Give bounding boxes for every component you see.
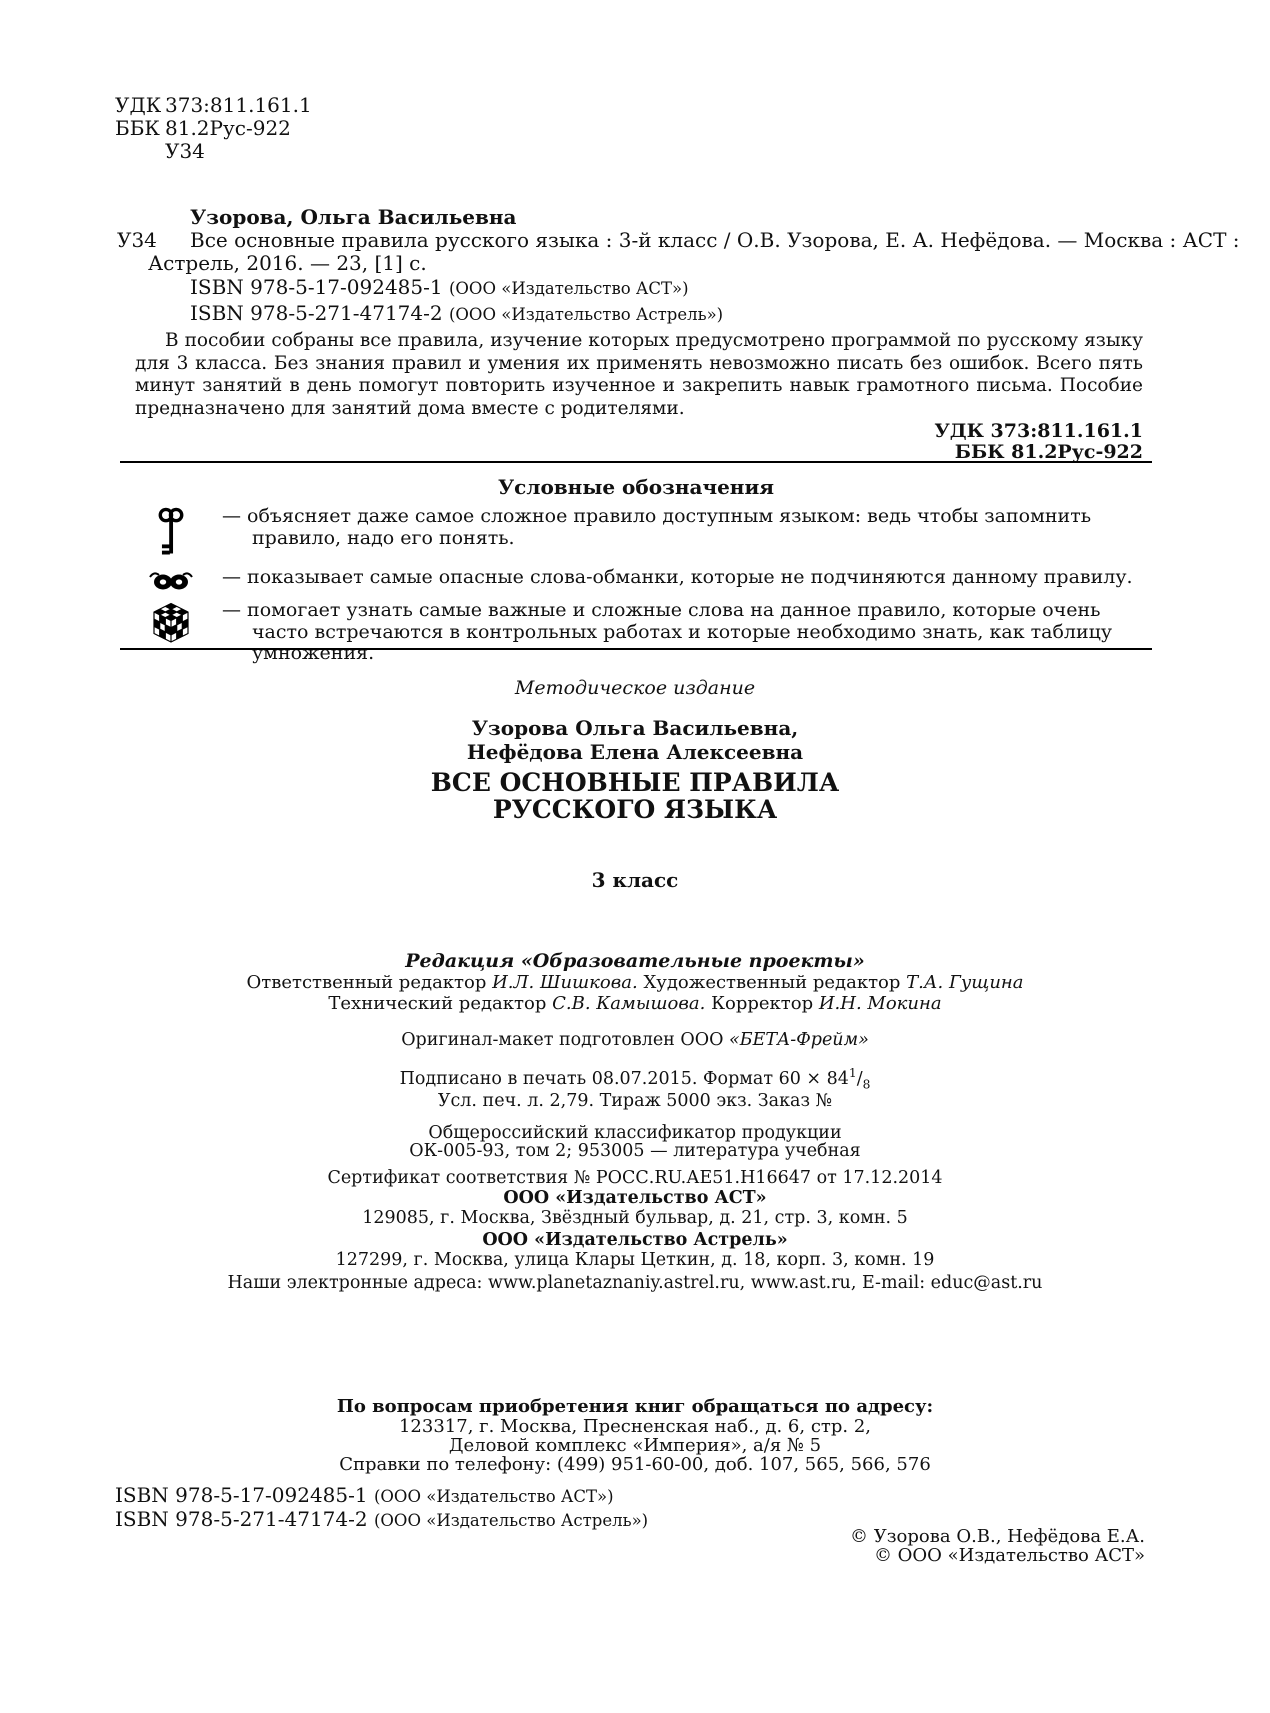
editor-role: Технический редактор — [328, 993, 547, 1014]
format-numerator: 1 — [848, 1066, 857, 1080]
annotation-udk: УДК 373:811.161.1 — [934, 420, 1143, 442]
editor-role: Ответственный редактор — [246, 972, 487, 993]
editors-line1 — [0, 972, 1270, 993]
edition-authors — [0, 716, 1270, 764]
colophon — [0, 950, 1270, 1293]
purchase-address-line2: Деловой комплекс «Империя», а/я № 5 — [448, 1435, 822, 1456]
key-icon — [156, 506, 186, 558]
editor-name: Т.А. Гущина — [906, 972, 1024, 993]
purchase-phone-line: Справки по телефону: (499) 951-60-00, доб. 107, 565, 566, 576 — [339, 1454, 931, 1475]
isbn-publisher: (ООО «Издательство АСТ») — [373, 1487, 614, 1506]
purchase-header: По вопросам приобретения книг обращаться по адресу: — [336, 1396, 934, 1417]
format-slash: / — [856, 1068, 863, 1089]
bbk-line — [115, 117, 312, 140]
legend-item-text: — показывает самые опасные слова-обманки, которые не подчиняются данному правилу. — [222, 566, 1133, 588]
annotation-bbk: ББК 81.2Рус-922 — [954, 441, 1143, 463]
edition-kind: Методическое издание — [514, 677, 756, 699]
layout-company: «БЕТА-Фрейм» — [729, 1030, 869, 1050]
legend-section — [120, 476, 1152, 665]
catalog-codes — [115, 94, 312, 163]
isbn-line — [115, 275, 1158, 301]
bib-author-header: Узорова, Ольга Васильевна — [190, 205, 517, 229]
publisher2-name: ООО «Издательство Астрель» — [482, 1230, 788, 1251]
edition-block — [0, 677, 1270, 892]
isbn-number: ISBN 978-5-17-092485-1 — [115, 1483, 368, 1507]
publisher2-address: 127299, г. Москва, улица Клары Цеткин, д. 18, корп. 3, комн. 19 — [335, 1250, 935, 1271]
editor-role: Художественный редактор — [643, 972, 901, 993]
classifier-line1: Общероссийский классификатор продукции — [428, 1123, 842, 1144]
isbn-number: ISBN 978-5-271-47174-2 — [115, 1507, 368, 1531]
print-line2: Усл. печ. л. 2,79. Тираж 5000 экз. Заказ № — [437, 1091, 833, 1112]
web-addresses-line: Наши электронные адреса: www.planetaznaniy.astrel.ru, www.ast.ru, E-mail: educ@ast.ru — [227, 1273, 1043, 1294]
isbn-number: ISBN 978-5-271-47174-2 — [190, 301, 443, 325]
bib-entry-line2: Астрель, 2016. — 23, [1] с. — [148, 251, 427, 275]
layout-prefix: Оригинал-макет подготовлен ООО — [401, 1030, 724, 1050]
bib-author-sign: У34 — [117, 228, 157, 252]
bib-entry-line1: Все основные правила русского языка : 3-й класс / О.В. Узорова, Е. А. Нефёдова. — Москва : АСТ : — [190, 228, 1240, 252]
rubiks-cube-icon — [151, 600, 191, 646]
purchase-info — [0, 1397, 1270, 1474]
bbk-value: 81.2Рус-922 — [165, 116, 291, 140]
book-title — [0, 769, 1270, 823]
udk-label: УДК — [115, 93, 162, 117]
bbk-label: ББК — [115, 116, 160, 140]
isbn-line — [115, 1508, 648, 1532]
format-denominator: 8 — [862, 1077, 871, 1092]
editor-name: И.Л. Шишкова. — [492, 972, 638, 993]
editor-name: С.В. Камышова. — [552, 993, 706, 1014]
legend-title: Условные обозначения — [497, 475, 775, 499]
divider-rule — [120, 648, 1152, 650]
annotation-text: В пособии собраны все правила, изучение которых предусмотрено программой по русскому языку для 3 класса. Без знания правил и умения их применять невозможно писать без ошибок. Всего пять минут занятий в день помогут повторить изученное и закрепить навык грамотного письма. Пособие предназначено для занятий дома вместе с родителями. — [135, 330, 1143, 419]
isbn-publisher: (ООО «Издательство Астрель») — [448, 305, 724, 324]
layout-line — [0, 1030, 1270, 1050]
purchase-address-line1: 123317, г. Москва, Пресненская наб., д. 6, стр. 2, — [398, 1416, 871, 1437]
redaction-line: Редакция «Образовательные проекты» — [405, 950, 865, 972]
footer-isbn-block — [115, 1484, 648, 1532]
legend-item-text: — объясняет даже самое сложное правило доступным языком: ведь чтобы запомнить правило, надо его понять. — [222, 505, 1092, 549]
edition-author1: Узорова Ольга Васильевна, — [471, 716, 799, 740]
udk-value: 373:811.161.1 — [165, 93, 312, 117]
editors-line2 — [0, 993, 1270, 1014]
author-sign: У34 — [165, 139, 205, 163]
editor-name: И.Н. Мокина — [818, 993, 942, 1014]
copyright-authors: © Узорова О.В., Нефёдова Е.А. — [849, 1526, 1145, 1547]
edition-author2: Нефёдова Елена Алексеевна — [466, 740, 804, 764]
bibliographic-entry — [115, 205, 1240, 327]
legend-item — [120, 567, 1152, 593]
book-title-line2: РУССКОГО ЯЗЫКА — [492, 795, 778, 824]
certificate-line: Сертификат соответствия № РОСС.RU.АЕ51.Н16647 от 17.12.2014 — [327, 1168, 943, 1189]
copyright-block — [850, 1527, 1145, 1565]
isbn-line — [115, 1484, 648, 1508]
grade-label: 3 класс — [591, 868, 679, 892]
print-line1: Подписано в печать 08.07.2015. Формат $60 \times 84^1/_8$ — [399, 1066, 871, 1092]
publisher1-name: ООО «Издательство АСТ» — [503, 1188, 767, 1209]
legend-item — [120, 506, 1152, 558]
udk-line — [115, 94, 312, 117]
annotation — [135, 330, 1143, 463]
isbn-number: ISBN 978-5-17-092485-1 — [190, 275, 443, 299]
isbn-line — [115, 301, 1158, 327]
classifier-line2: ОК-005-93, том 2; 953005 — литература учебная — [409, 1141, 861, 1162]
annotation-codes — [135, 421, 1143, 463]
legend-item-text: — помогает узнать самые важные и сложные слова на данное правило, которые очень часто встречаются в контрольных работах и которые необходимо знать, как таблицу умножения. — [222, 599, 1113, 664]
isbn-publisher: (ООО «Издательство АСТ») — [448, 279, 689, 298]
editor-role: Корректор — [711, 993, 814, 1014]
isbn-publisher: (ООО «Издательство Астрель») — [373, 1511, 649, 1530]
glasses-icon — [148, 569, 194, 593]
legend-item — [120, 600, 1152, 665]
book-title-line1: ВСЕ ОСНОВНЫЕ ПРАВИЛА — [430, 768, 840, 797]
publisher1-address: 129085, г. Москва, Звёздный бульвар, д. 21, стр. 3, комн. 5 — [362, 1208, 908, 1229]
divider-rule — [120, 461, 1152, 463]
copyright-publisher: © ООО «Издательство АСТ» — [873, 1545, 1145, 1566]
